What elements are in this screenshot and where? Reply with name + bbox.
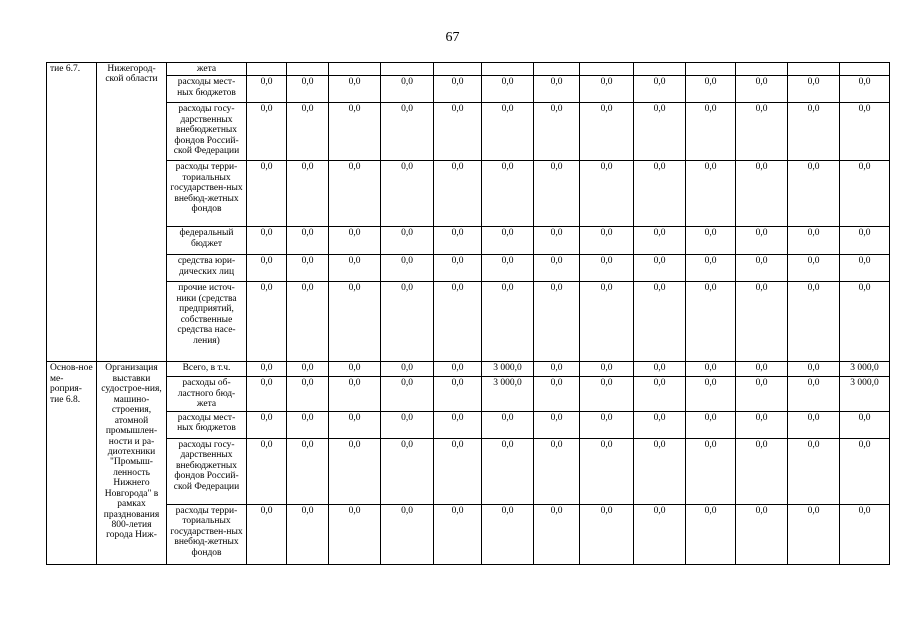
value-cell — [686, 63, 736, 76]
value-cell: 0,0 — [247, 103, 287, 161]
value-cell: 0,0 — [686, 504, 736, 564]
value-cell: 0,0 — [329, 362, 381, 377]
value-cell: 0,0 — [686, 377, 736, 411]
value-cell: 0,0 — [381, 255, 434, 282]
table-row — [47, 227, 890, 255]
funding-source-cell: расходы мест-ных бюджетов — [167, 411, 247, 438]
value-cell: 0,0 — [534, 411, 580, 438]
value-cell: 0,0 — [534, 255, 580, 282]
value-cell: 0,0 — [788, 438, 840, 504]
event-name-cell: Нижегород-ской области — [97, 63, 167, 362]
value-cell — [534, 63, 580, 76]
value-cell: 0,0 — [580, 282, 634, 362]
value-cell: 0,0 — [247, 438, 287, 504]
value-cell: 0,0 — [534, 362, 580, 377]
funding-source-cell: расходы терри-ториальных государствен-ных внебюд-жетных фондов — [167, 504, 247, 564]
value-cell: 0,0 — [840, 411, 890, 438]
value-cell: 0,0 — [381, 504, 434, 564]
value-cell: 0,0 — [329, 504, 381, 564]
value-cell: 0,0 — [580, 377, 634, 411]
value-cell: 0,0 — [634, 504, 686, 564]
value-cell: 0,0 — [482, 282, 534, 362]
value-cell: 0,0 — [840, 438, 890, 504]
value-cell: 0,0 — [634, 282, 686, 362]
value-cell: 0,0 — [329, 438, 381, 504]
value-cell: 3 000,0 — [482, 362, 534, 377]
value-cell: 0,0 — [247, 377, 287, 411]
funding-source-cell: федеральный бюджет — [167, 227, 247, 255]
value-cell: 0,0 — [287, 103, 329, 161]
value-cell: 0,0 — [287, 282, 329, 362]
value-cell — [434, 63, 482, 76]
value-cell — [329, 63, 381, 76]
page-number: 67 — [445, 30, 460, 45]
value-cell: 0,0 — [840, 76, 890, 103]
value-cell: 0,0 — [788, 76, 840, 103]
value-cell: 0,0 — [686, 161, 736, 227]
value-cell: 0,0 — [534, 76, 580, 103]
value-cell: 0,0 — [736, 504, 788, 564]
value-cell: 0,0 — [287, 76, 329, 103]
value-cell: 0,0 — [634, 411, 686, 438]
value-cell: 0,0 — [329, 255, 381, 282]
value-cell: 0,0 — [736, 76, 788, 103]
value-cell: 0,0 — [434, 161, 482, 227]
value-cell: 0,0 — [329, 377, 381, 411]
value-cell: 0,0 — [434, 377, 482, 411]
value-cell: 0,0 — [736, 227, 788, 255]
value-cell: 0,0 — [634, 103, 686, 161]
value-cell: 0,0 — [534, 103, 580, 161]
value-cell: 0,0 — [434, 362, 482, 377]
value-cell: 0,0 — [736, 161, 788, 227]
value-cell: 0,0 — [788, 377, 840, 411]
value-cell: 0,0 — [381, 103, 434, 161]
value-cell: 0,0 — [788, 504, 840, 564]
value-cell: 0,0 — [329, 76, 381, 103]
value-cell: 0,0 — [788, 103, 840, 161]
funding-source-cell: расходы об-ластного бюд-жета — [167, 377, 247, 411]
budget-table — [46, 62, 890, 565]
value-cell: 0,0 — [580, 76, 634, 103]
value-cell: 0,0 — [580, 255, 634, 282]
value-cell: 0,0 — [840, 227, 890, 255]
value-cell — [840, 63, 890, 76]
value-cell: 0,0 — [534, 161, 580, 227]
event-code-cell: Основ-ное ме-роприя-тие 6.8. — [47, 362, 97, 564]
value-cell: 0,0 — [634, 377, 686, 411]
value-cell — [580, 63, 634, 76]
value-cell: 0,0 — [247, 411, 287, 438]
value-cell: 0,0 — [287, 161, 329, 227]
value-cell: 0,0 — [840, 282, 890, 362]
value-cell: 0,0 — [329, 161, 381, 227]
value-cell: 0,0 — [580, 227, 634, 255]
value-cell: 0,0 — [736, 103, 788, 161]
value-cell: 0,0 — [434, 76, 482, 103]
value-cell: 0,0 — [381, 411, 434, 438]
value-cell: 0,0 — [686, 411, 736, 438]
value-cell: 0,0 — [329, 411, 381, 438]
value-cell: 0,0 — [686, 227, 736, 255]
value-cell: 0,0 — [247, 227, 287, 255]
value-cell: 0,0 — [736, 282, 788, 362]
value-cell: 0,0 — [329, 282, 381, 362]
value-cell: 0,0 — [840, 103, 890, 161]
value-cell: 0,0 — [840, 161, 890, 227]
value-cell — [287, 63, 329, 76]
table-row — [47, 504, 890, 564]
value-cell: 0,0 — [634, 161, 686, 227]
value-cell: 0,0 — [534, 282, 580, 362]
table-row — [47, 282, 890, 362]
value-cell: 0,0 — [381, 362, 434, 377]
value-cell: 0,0 — [736, 438, 788, 504]
value-cell: 3 000,0 — [840, 377, 890, 411]
funding-source-cell: Всего, в т.ч. — [167, 362, 247, 377]
funding-source-cell: средства юри-дических лиц — [167, 255, 247, 282]
value-cell: 0,0 — [381, 161, 434, 227]
value-cell: 0,0 — [482, 438, 534, 504]
value-cell: 0,0 — [482, 411, 534, 438]
table-row — [47, 362, 890, 377]
value-cell: 0,0 — [634, 76, 686, 103]
value-cell: 0,0 — [329, 103, 381, 161]
value-cell: 0,0 — [287, 411, 329, 438]
value-cell: 0,0 — [247, 282, 287, 362]
value-cell: 0,0 — [736, 362, 788, 377]
value-cell: 0,0 — [580, 504, 634, 564]
value-cell: 0,0 — [534, 227, 580, 255]
value-cell: 0,0 — [634, 227, 686, 255]
value-cell: 0,0 — [482, 227, 534, 255]
value-cell: 0,0 — [434, 282, 482, 362]
value-cell: 0,0 — [434, 438, 482, 504]
table-row — [47, 103, 890, 161]
value-cell: 0,0 — [840, 255, 890, 282]
value-cell: 0,0 — [381, 377, 434, 411]
value-cell: 0,0 — [482, 161, 534, 227]
value-cell: 3 000,0 — [840, 362, 890, 377]
table-row — [47, 377, 890, 411]
funding-source-cell: расходы госу-дарственных внебюджетных фондов Россий-ской Федерации — [167, 103, 247, 161]
value-cell: 0,0 — [287, 504, 329, 564]
table-row — [47, 255, 890, 282]
value-cell: 0,0 — [686, 76, 736, 103]
value-cell: 3 000,0 — [482, 377, 534, 411]
value-cell: 0,0 — [788, 411, 840, 438]
funding-source-cell: расходы госу-дарственных внебюджетных фондов Россий-ской Федерации — [167, 438, 247, 504]
funding-source-cell: жета — [167, 63, 247, 76]
value-cell: 0,0 — [247, 362, 287, 377]
value-cell: 0,0 — [788, 255, 840, 282]
value-cell: 0,0 — [736, 255, 788, 282]
value-cell: 0,0 — [788, 362, 840, 377]
value-cell: 0,0 — [686, 282, 736, 362]
value-cell: 0,0 — [434, 103, 482, 161]
value-cell: 0,0 — [247, 255, 287, 282]
value-cell: 0,0 — [634, 362, 686, 377]
value-cell: 0,0 — [287, 377, 329, 411]
value-cell: 0,0 — [736, 377, 788, 411]
value-cell — [381, 63, 434, 76]
table-row — [47, 63, 890, 76]
value-cell: 0,0 — [634, 438, 686, 504]
value-cell: 0,0 — [482, 504, 534, 564]
value-cell: 0,0 — [580, 438, 634, 504]
value-cell: 0,0 — [634, 255, 686, 282]
value-cell: 0,0 — [381, 76, 434, 103]
value-cell: 0,0 — [534, 377, 580, 411]
event-name-cell: Организация выставки судострое-ния, машино-строения, атомной промышлен-ности и ра-диотехники "Промыш-ленность Нижнего Новгорода" в рамках празднования 800-летия города Ниж- — [97, 362, 167, 564]
value-cell: 0,0 — [381, 438, 434, 504]
value-cell: 0,0 — [580, 362, 634, 377]
value-cell: 0,0 — [686, 255, 736, 282]
value-cell: 0,0 — [788, 282, 840, 362]
value-cell — [736, 63, 788, 76]
value-cell: 0,0 — [580, 161, 634, 227]
value-cell: 0,0 — [686, 362, 736, 377]
value-cell: 0,0 — [434, 411, 482, 438]
value-cell: 0,0 — [482, 103, 534, 161]
value-cell — [634, 63, 686, 76]
value-cell: 0,0 — [788, 227, 840, 255]
table-row — [47, 438, 890, 504]
value-cell: 0,0 — [686, 438, 736, 504]
table-row — [47, 76, 890, 103]
value-cell: 0,0 — [580, 411, 634, 438]
value-cell: 0,0 — [381, 282, 434, 362]
value-cell: 0,0 — [287, 227, 329, 255]
value-cell: 0,0 — [482, 255, 534, 282]
value-cell: 0,0 — [736, 411, 788, 438]
value-cell: 0,0 — [686, 103, 736, 161]
value-cell: 0,0 — [534, 504, 580, 564]
table-row — [47, 161, 890, 227]
value-cell: 0,0 — [381, 227, 434, 255]
funding-source-cell: расходы терри-ториальных государствен-ных внебюд-жетных фондов — [167, 161, 247, 227]
value-cell: 0,0 — [247, 504, 287, 564]
value-cell: 0,0 — [534, 438, 580, 504]
value-cell: 0,0 — [247, 76, 287, 103]
value-cell: 0,0 — [434, 504, 482, 564]
value-cell: 0,0 — [287, 438, 329, 504]
value-cell: 0,0 — [434, 255, 482, 282]
event-code-cell: тие 6.7. — [47, 63, 97, 362]
funding-source-cell: прочие источ-ники (средства предприятий, собственные средства насе-ления) — [167, 282, 247, 362]
value-cell: 0,0 — [580, 103, 634, 161]
value-cell: 0,0 — [247, 161, 287, 227]
value-cell — [247, 63, 287, 76]
value-cell: 0,0 — [482, 76, 534, 103]
value-cell — [788, 63, 840, 76]
funding-source-cell: расходы мест-ных бюджетов — [167, 76, 247, 103]
value-cell: 0,0 — [287, 255, 329, 282]
table-row — [47, 411, 890, 438]
value-cell — [482, 63, 534, 76]
value-cell: 0,0 — [329, 227, 381, 255]
value-cell: 0,0 — [287, 362, 329, 377]
value-cell: 0,0 — [788, 161, 840, 227]
value-cell: 0,0 — [434, 227, 482, 255]
value-cell: 0,0 — [840, 504, 890, 564]
